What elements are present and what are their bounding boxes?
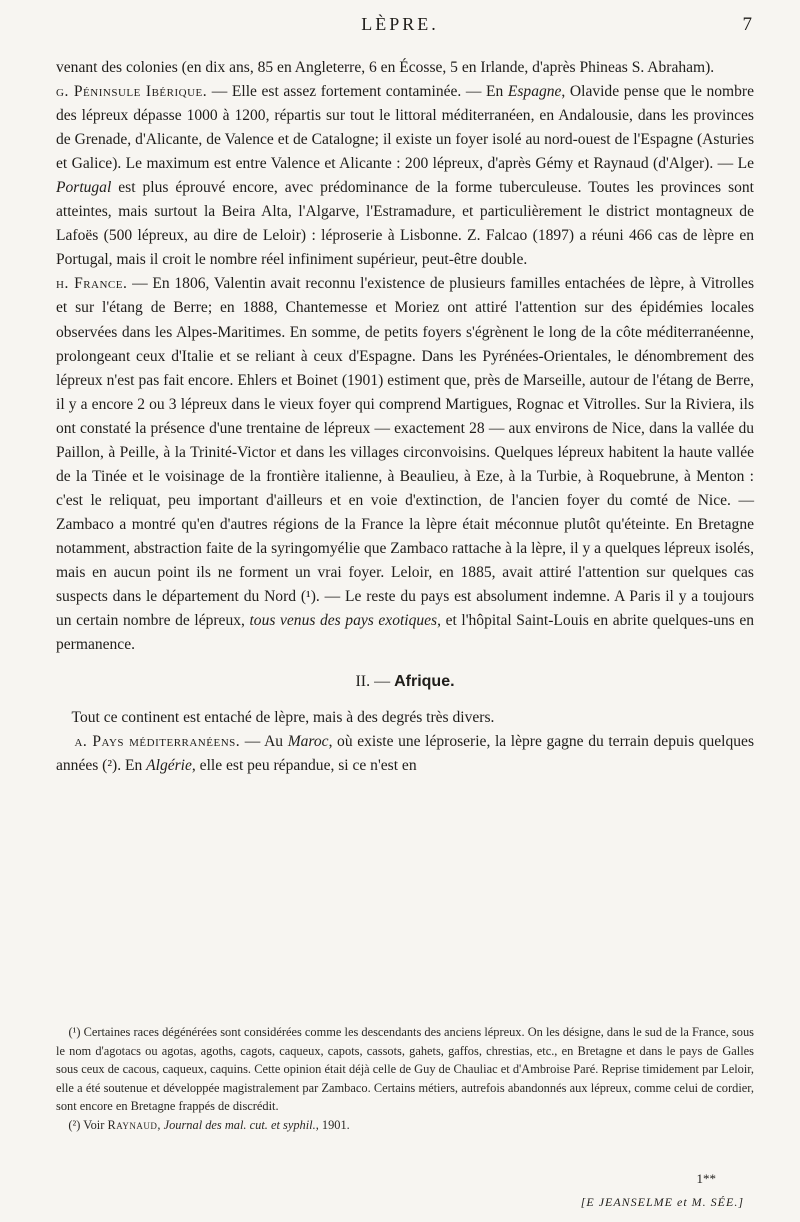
paragraph-text: Tout ce continent est entaché de lèpre, mais à des degrés très divers. (71, 709, 495, 727)
footnote-text: , 1901. (315, 1117, 350, 1132)
running-head (0, 8, 800, 48)
section-heading-africa (56, 670, 754, 694)
footnote-journal: Journal des mal. cut. et syphil. (163, 1117, 316, 1132)
printer-credit: [E JEANSELME et M. SÉE.] (580, 1195, 744, 1209)
paragraph-iberian-peninsula (56, 80, 754, 272)
page-number: 7 (742, 14, 752, 35)
running-title: LÈPRE. (361, 14, 439, 34)
italic-term-morocco: Maroc (287, 733, 329, 751)
paragraph-africa-intro (56, 706, 754, 730)
italic-term-spain: Espagne (507, 83, 562, 101)
signature-mark: 1** (696, 1171, 716, 1186)
footnote-author: Raynaud (107, 1117, 158, 1132)
footnote-text: , (157, 1117, 164, 1132)
paragraph-text: est plus éprouvé encore, avec prédominance de la forme tuberculeuse. Toutes les provinces sont atteintes, mais surtout la Beira Alta, l'Algarve, l'Estramadure, et particulièrement le district montagneux de Lafoës (500 lépreux, au dire de Leloir) : léproserie à Lisbonne. Z. Falcao (1897) a réuni 466 cas de lèpre en Portugal, mais il croit le nombre réel infiniment supérieur, peut-être double. (56, 179, 754, 269)
paragraph-text: , et l'hôpital Saint-Louis en abrite quelques-uns en permanence. (56, 612, 754, 654)
footnote-1 (56, 1023, 754, 1116)
paragraph-uk-continued (56, 56, 754, 80)
paragraph-mediterranean (56, 730, 754, 778)
section-label-france: h. France. (56, 275, 128, 293)
section-number: II. — (355, 673, 395, 691)
paragraph-text: , où existe une léproserie, la lèpre gagne du terrain depuis quelques années (²). En (56, 733, 754, 775)
paragraph-france (56, 272, 754, 657)
body-text (56, 56, 754, 778)
section-label-iberian: g. Péninsule Ibérique. (56, 83, 208, 101)
italic-term-portugal: Portugal (56, 179, 112, 197)
footnote-2 (56, 1116, 754, 1135)
footnote-text: (¹) Certaines races dégénérées sont considérées comme les descendants des anciens lépreux. On les désigne, dans le sud de la France, sous le nom d'agotacs ou agotas, agoths, cagots, caqueux, capots, cassots, gahets, gaffos, chrestias, etc., en Bretagne et dans le pays de Galles sous ceux de cacous, caqueux, caquins. Cette opinion était déjà celle de Guy de Chauliac et d'Ambroise Paré. Reprise timidement par Leloir, elle a été soutenue et développée magistralement par Zambaco. Certains métiers, autrefois abandonnés aux lépreux, comme celui de cordier, sont encore en Bretagne frappés de discrédit. (56, 1025, 755, 1114)
paragraph-text: venant des colonies (en dix ans, 85 en Angleterre, 6 en Écosse, 5 en Irlande, d'après Phineas S. Abraham). (56, 59, 715, 76)
paragraph-text: — En 1806, Valentin avait reconnu l'existence de plusieurs familles entachées de lèpre, à Vitrolles et sur l'étang de Berre; en 1888, Chantemesse et Moriez ont attiré l'attention sur des épidémies locales observées dans les Alpes-Maritimes. En somme, de petits foyers s'égrènent le long de la côte méditerranéenne, prolongeant ceux d'Italie et se reliant à ceux d'Espagne. Dans les Pyrénées-Orientales, le dénombrement des lépreux n'est pas fait encore. Ehlers et Boinet (1901) estiment que, près de Marseille, autour de l'étang de Berre, il y a encore 2 ou 3 lépreux dans le vieux foyer qui comprend Martigues, Rognac et Vitrolles. Sur la Riviera, ils ont constaté la présence d'une trentaine de lépreux — exactement 28 — aux environs de Nice, dans la vallée du Paillon, à Peille, à la Trinité-Victor et dans les villages circonvoisins. Quelques lépreux habitent la haute vallée de la Tinée et le voisinage de la frontière italienne, à Beaulieu, à Eze, à la Turbie, à Roquebrune, à Menton : c'est le reliquat, peu important d'ailleurs et en voie d'extinction, de l'ancien foyer du comté de Nice. — Zambaco a montré qu'en d'autres régions de la France la lèpre était méconnue plutôt qu'éteinte. En Bretagne notamment, abstraction faite de la syringomyélie que Zambaco rattache à la lèpre, il y a quelques lépreux isolés, mais en aucun point ils ne forment un vrai foyer. Leloir, en 1885, avait attiré l'attention sur quelques cas suspects dans le département du Nord (¹). — Le reste du pays est absolument indemne. A Paris il y a toujours un certain nombre de lépreux, (56, 275, 755, 630)
footnote-text: (²) Voir (68, 1117, 108, 1132)
footnotes (56, 1023, 754, 1135)
section-title: Afrique. (394, 673, 455, 691)
paragraph-text: , Olavide pense que le nombre des lépreux dépasse 1000 à 1200, répartis sur tout le littoral méditerranéen, en Andalousie, dans les provinces de Grenade, d'Alicante, de Valence et de Catalogne; il existe un foyer isolé au nord-ouest de l'Espagne (Asturies et Galice). Le maximum est entre Valence et Alicante : 200 lépreux, d'après Gémy et Raynaud (d'Alger). — Le (56, 83, 755, 173)
paragraph-text: , elle est peu répandue, si ce n'est en (191, 757, 417, 775)
paragraph-text: — Elle est assez fortement contaminée. — En (207, 83, 508, 101)
italic-phrase-exotic: tous venus des pays exotiques (249, 612, 438, 630)
section-label-mediterranean: a. Pays méditerranéens. (74, 733, 241, 751)
paragraph-text: — Au (240, 733, 288, 751)
italic-term-algeria: Algérie (146, 757, 192, 775)
